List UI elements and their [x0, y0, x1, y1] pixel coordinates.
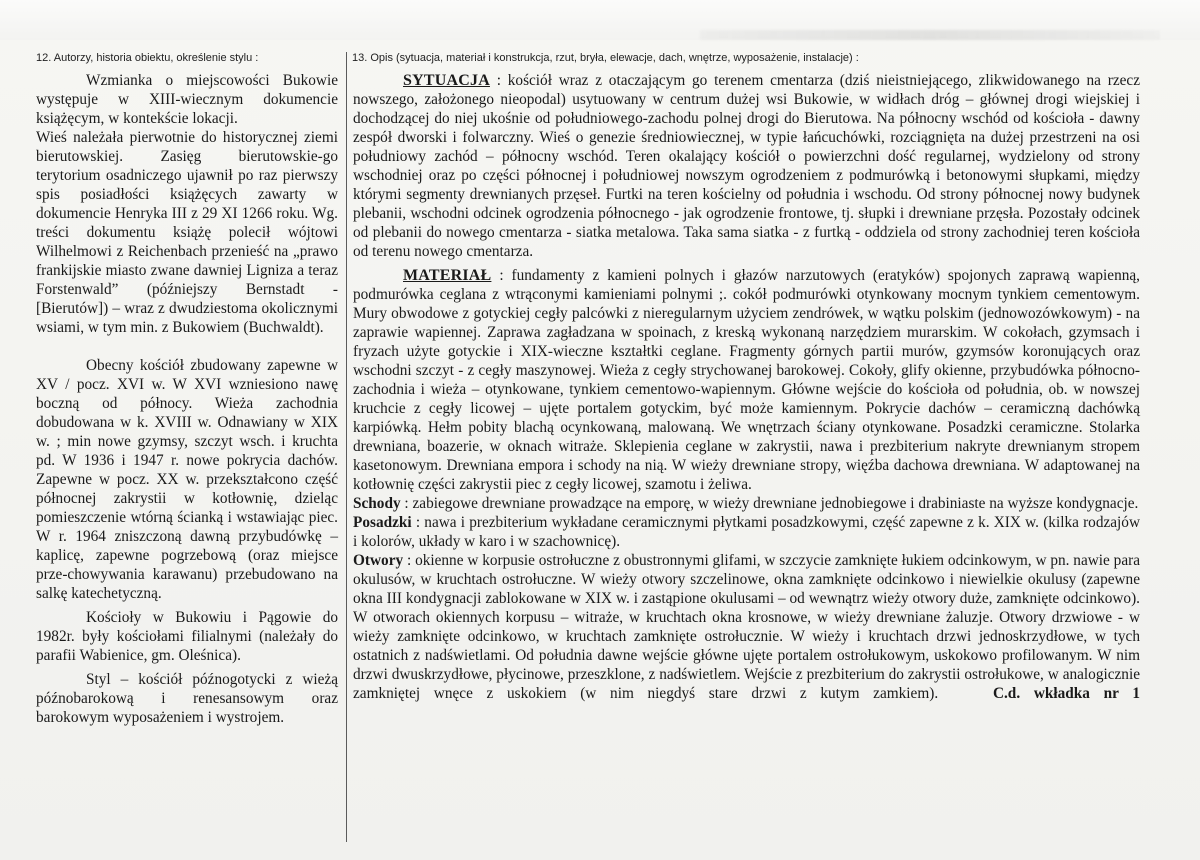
history-paragraph-style: Styl – kościół późnogotycki z wieżą późnobarokową i renesansowym oraz barokowym wyposażeniem i wystrojem. [36, 671, 338, 726]
floors-label: Posadzki [353, 514, 412, 531]
history-column [36, 71, 338, 727]
situation-paragraph [353, 71, 1140, 261]
continuation-note: C.d. wkładka nr 1 [992, 685, 1141, 702]
situation-heading: SYTUACJA [403, 72, 490, 89]
history-paragraph-construction: Obecny kościół zbudowany zapewne w XV / pocz. XVI w. W XVI wzniesiono nawę boczną od północy. Wieża zachodnia dobudowana w k. XVIII w. Odnawiany w XIX w. ; min nowe gzymsy, szczyt wsch. i kruchta pd. W 1936 i 1947 r. nowe pokrycia dachów. Zapewne w pocz. XX w. przekształcono część północnej zakrystii w kotłownię, dzieląc pomieszczenie wtórną ścianką i wstawiając piec. W r. 1964 zniszczoną dawną przybudówkę – kaplicę, zapewne pogrzebową (oraz miejsce prze-chowywania karawanu) przebudowano na salkę katechetyczną. [36, 357, 338, 602]
material-heading: MATERIAŁ [403, 267, 492, 284]
openings-text: : okienne w korpusie ostrołuczne z obustronnymi glifami, w szczycie zamknięte łukiem odcinkowym, w pn. nawie para okulusów, w kruchtach ostrołuczne. W wieży otwory szczelinowe, okna zamknięte odcinkowo i niewielkie okulusy (zapewne okna III kondygnacji zablokowane w XIX w. i zastąpione okulusami – od wewnątrz wieży otwory duże, zamknięte odcinkowo). W otworach okiennych korpusu – witraże, w kruchtach okna krosnowe, w wieży drewniane żaluzje. Otwory drzwiowe - w wieży zamknięte odcinkowo, w kruchtach zamknięte ostrołucznie. W wieży i kruchtach drzwi jednoskrzydłowe, w tych ostatnich z nadświetlami. Od południa dawne wejście główne ujęte portalem ostrołukowym, uskokowo profilowanym. W nim drzwi dwuskrzydłowe, płycinowe, przeszklone, z nadświetlem. Wejście z prezbiterium do zakrystii ostrołukowe, w analogicznie zamkniętej wnęce z uskokiem (w nim niegdyś stare drzwi z kutym zamkiem). [353, 552, 1140, 702]
column-divider [346, 52, 347, 842]
section-13-header: 13. Opis (sytuacja, materiał i konstrukcja, rzut, bryła, elewacje, dach, wnętrze, wyposażenie, instalacje) : [352, 52, 859, 64]
description-column [353, 71, 1140, 703]
section-12-header: 12. Autorzy, historia obiektu, określenie stylu : [36, 52, 259, 64]
openings-label: Otwory [353, 552, 404, 569]
openings-paragraph [353, 551, 1140, 703]
material-paragraph [353, 266, 1140, 494]
bleed-through-mark [700, 30, 1160, 40]
stairs-text: : zabiegowe drewniane prowadzące na emporę, w wieży drewniane jednobiegowe i drabiniaste na wyższe kondygnacje. [400, 495, 1139, 512]
history-paragraph-mention: Wzmianka o miejscowości Bukowie występuje w XIII-wiecznym dokumencie książęcym, w kontekście lokacji. [36, 72, 338, 127]
history-paragraph-parish: Kościoły w Bukowiu i Pągowie do 1982r. były kościołami filialnymi (należały do parafii Wabienice, gm. Oleśnica). [36, 609, 338, 664]
floors-paragraph [353, 513, 1140, 551]
stairs-label: Schody [353, 495, 401, 512]
material-text: : fundamenty z kamieni polnych i głazów narzutowych (eratyków) spojonych zaprawą wapienną, podmurówka ceglana z wtrąconymi kamieniami polnymi ;. cokół podmurówki otynkowany mocnym tynkiem cementowym. Mury obwodowe z gotyckiej cegły palcówki z nieregularnym użyciem zendrówek, w wątku polskim (jednowozówkowym) - na zaprawie wapiennej. Zaprawa zagładzana w spoinach, z kreską wykonaną narzędziem murarskim. W cokołach, gzymsach i fryzach użyte gotyckie i XIX-wieczne kształtki ceglane. Fragmenty górnych partii murów, gzymsów koronujących oraz wschodni szczyt - z cegły maszynowej. Wieża z cegły strychowanej barokowej. Cokoły, glify okienne, przybudówka północno-zachodnia i wieża – otynkowane, tynkiem cementowo-wapiennym. Główne wejście do kościoła od południa, ob. w nowszej kruchcie z cegły licowej – ujęte portalem gotyckim, być może kamiennym. Pokrycie dachów – ceramiczną dachówką karpiówką. Hełm pobity blachą ocynkowaną, malowaną. We wnętrzach ściany otynkowane. Posadzki ceramiczne. Stolarka drewniana, boazerie, w oknach witraże. Sklepienia ceglane w zakrystii, nawa i prezbiterium nakryte drewnianym stropem kasetonowym. Drewniana empora i schody na nią. W wieży drewniane stropy, więźba dachowa drewniana. W adaptowanej na kotłownię części zakrystii piec z cegły licowej, szamotu i żeliwa. [353, 267, 1140, 493]
floors-text: : nawa i prezbiterium wykładane ceramicznymi płytkami posadzkowymi, część zapewne z k. XIX w. (kilka rodzajów i kolorów, układy w karo i w szachownicę). [353, 514, 1140, 550]
situation-text: : kościół wraz z otaczającym go terenem cmentarza (dziś nieistniejącego, zlikwidowanego na rzecz nowszego, założonego nieopodal) usytuowany w centrum dużej wsi Bukowie, w widłach dróg – głównej drogi wiejskiej i dochodzącej do niej ukośnie od południowego-zachodu polnej drogi do Bierutowa. Na północny wschód od kościoła - dawny zespół dworski i folwarczny. Wieś o genezie średniowiecznej, w typie łańcuchówki, rozciągnięta na dużej przestrzeni na osi południowy zachód – północny wschód. Teren okalający kościół o powierzchni dość regularnej, wydzielony od strony wschodniej oraz po części północnej i południowej nowszym ogrodzeniem z podmurówką i betonowymi słupkami, między którymi segmenty drewnianych przęseł. Furtki na teren kościelny od południa i wschodu. Od strony północnej nowy budynek plebanii, wschodni odcinek ogrodzenia północnego - jak ogrodzenie frontowe, tj. słupki i drewniane przęsła. Pozostały odcinek od plebanii do nowego cmentarza - siatka metalowa. Taka sama siatka - z furtką - oddziela od strony zachodniej teren kościoła od terenu nowego cmentarza. [353, 72, 1140, 260]
stairs-paragraph [353, 494, 1140, 513]
history-paragraph-territory: Wieś należała pierwotnie do historycznej ziemi bierutowskiej. Zasięg bierutowskie-go terytorium osadniczego ujawnił po raz pierwszy spis posiadłości książęcych zawarty w dokumencie Henryka III z 29 XI 1266 roku. Wg. treści dokumentu książę polecił wójtowi Wilhelmowi z Reichenbach przenieść na „prawo frankijskie miasto zwane dawniej Ligniza a teraz Forstenwald” (późniejszy Bernstadt - [Bierutów]) – wraz z dwudziestoma okolicznymi wsiami, w tym min. z Bukowiem (Buchwaldt). [36, 129, 338, 336]
